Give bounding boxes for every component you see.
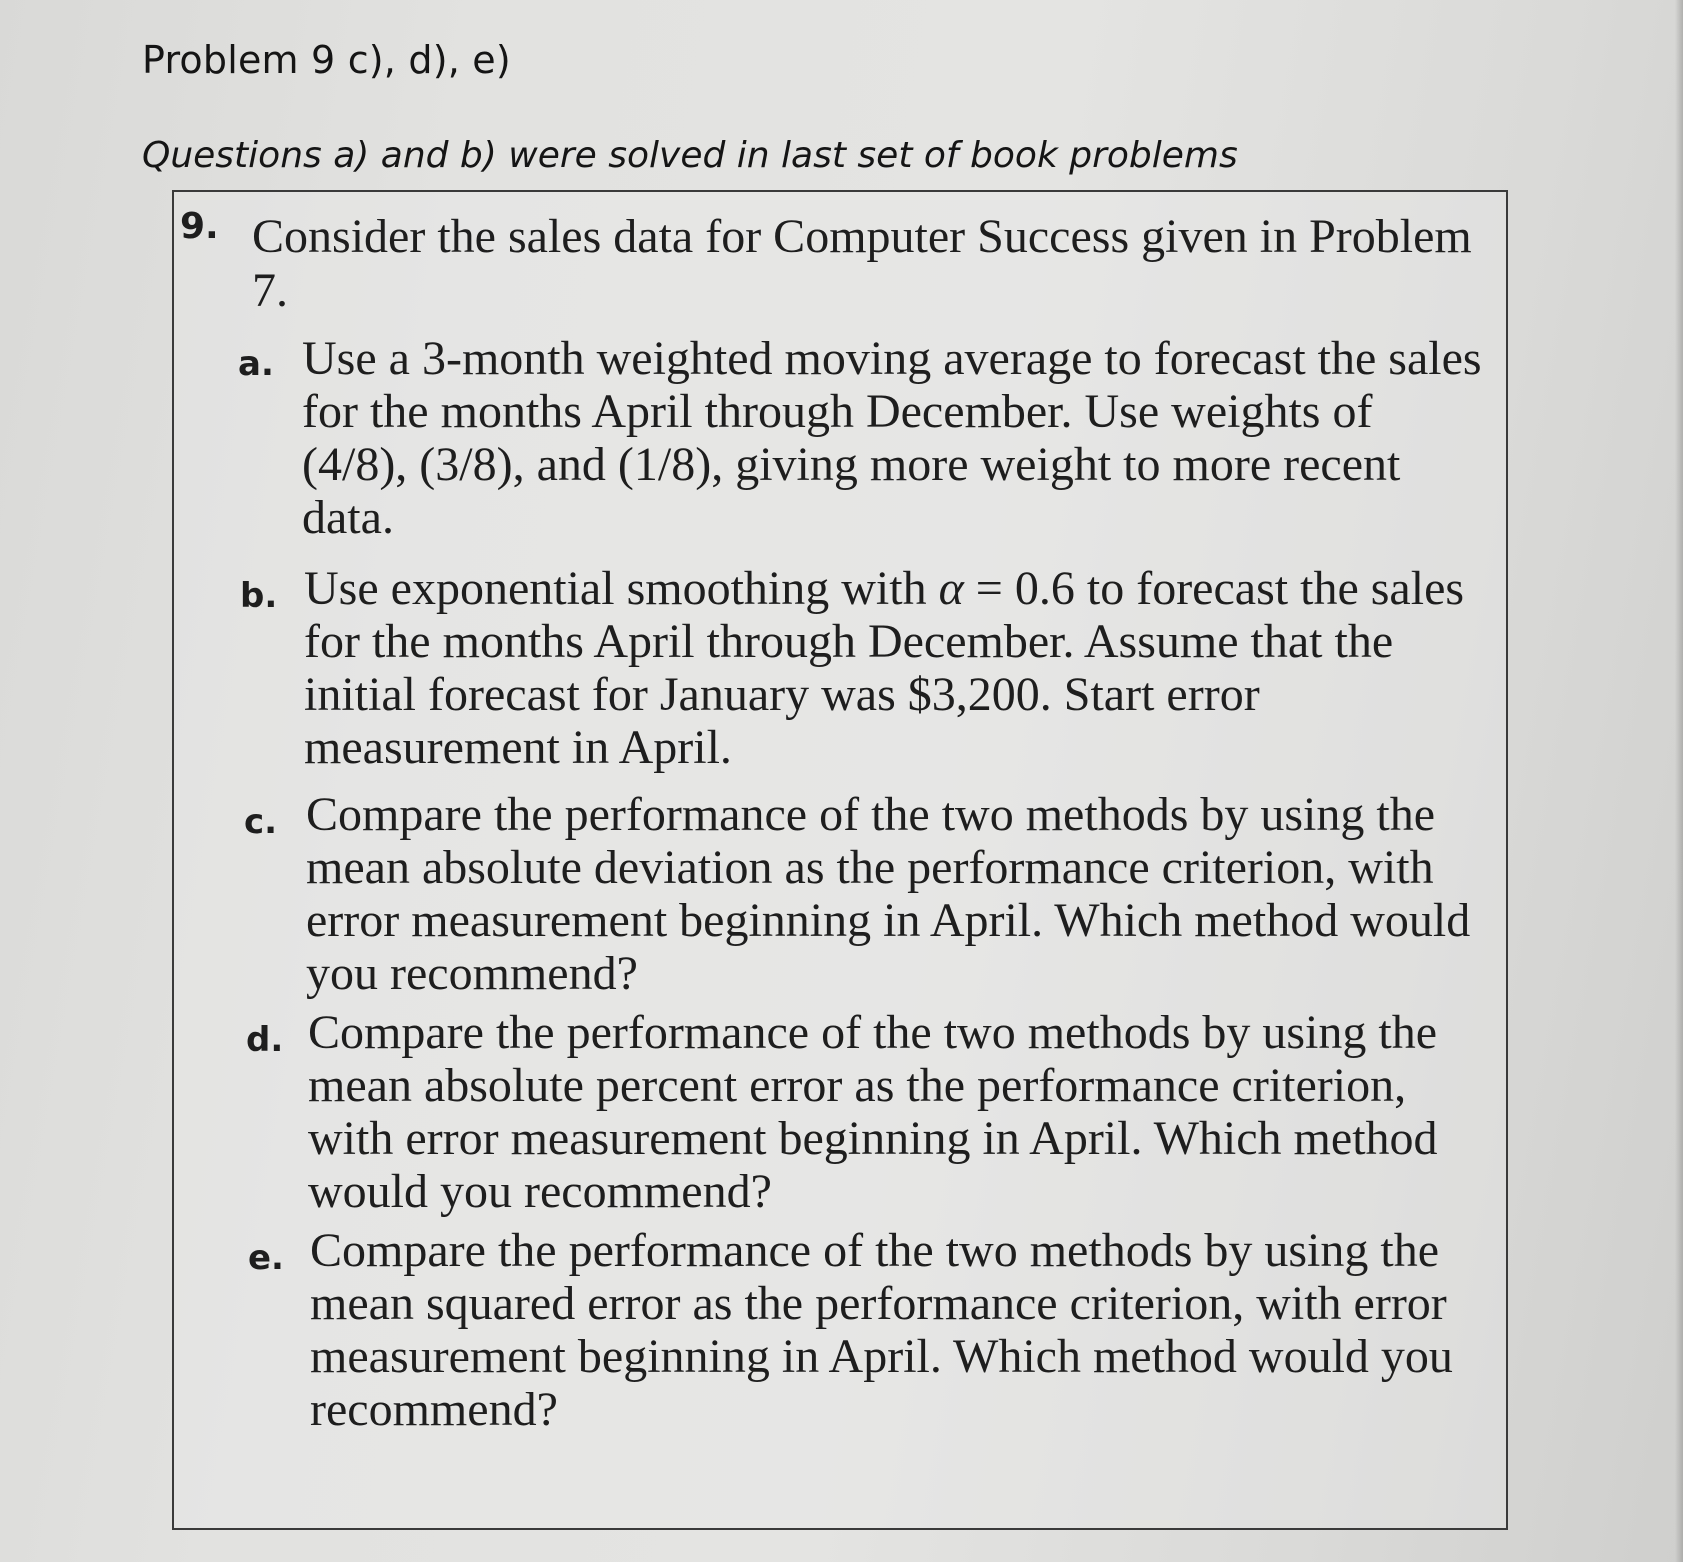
page-edge-shadow: [1675, 0, 1683, 1562]
instruction-note: Questions a) and b) were solved in last set of book problems: [142, 135, 1238, 176]
part-e-text: Compare the performance of the two methods by using the mean squared error as the performance criterion, with error measurement beginning in April. Which method would you recommend?: [310, 1224, 1453, 1436]
part-b-text: [304, 562, 1484, 774]
part-c-text: Compare the performance of the two methods by using the mean absolute deviation as the performance criterion, with error measurement beginning in April. Which method would you recommend?: [306, 788, 1471, 1000]
part-b-text-start: Use exponential smoothing with: [304, 562, 939, 615]
part-a-label: a.: [238, 344, 274, 384]
problem-number: 9.: [180, 206, 219, 247]
part-b-text-end: = 0.6 to forecast the sales for the months April through December. Assume that the initial forecast for January was $3,200. Start error measurement in April.: [304, 562, 1465, 774]
part-d-label: d.: [246, 1020, 284, 1060]
part-b-label: b.: [240, 576, 278, 616]
page-title: Problem 9 c), d), e): [142, 38, 511, 82]
part-d-text: Compare the performance of the two methods by using the mean absolute percent error as the performance criterion, with error measurement beginning in April. Which method would you recommend?: [308, 1006, 1438, 1218]
problem-stem: Consider the sales data for Computer Success given in Problem 7.: [252, 210, 1472, 317]
part-e-label: e.: [248, 1238, 284, 1278]
part-a-text: Use a 3-month weighted moving average to forecast the sales for the months April through December. Use weights of (4/8), (3/8), and (1/8), giving more weight to more recent data.: [302, 332, 1482, 544]
part-c-label: c.: [244, 802, 278, 842]
alpha-symbol: α: [938, 562, 964, 615]
